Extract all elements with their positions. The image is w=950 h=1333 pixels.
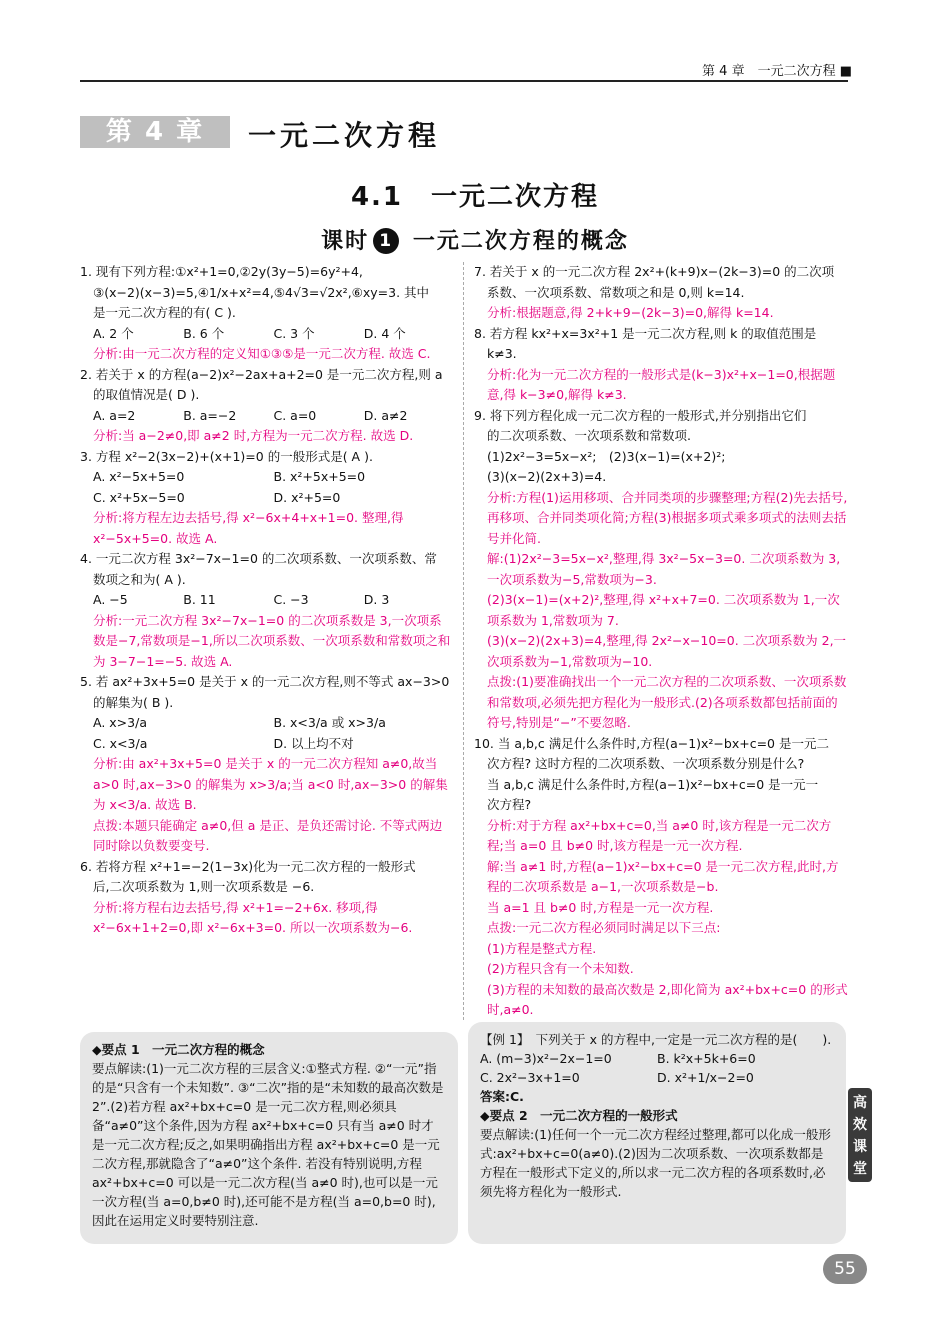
side-tab: 高效课堂: [848, 1088, 872, 1182]
right-column-line: 点拨:(1)要准确找出一个一元二次方程的二次项系数、一次项系数和常数项,必须先把方程化为一般形式.(2)各项系数都包括前面的符号,特别是“−”不要忽略.: [487, 674, 847, 730]
left-column-line: 分析:当 a−2≠0,即 a≠2 时,方程为一元二次方程. 故选 D.: [93, 428, 414, 443]
left-column-options: [80, 467, 454, 488]
option: D. 4 个: [363, 325, 406, 341]
right-column-line: 9. 将下列方程化成一元二次方程的一般形式,并分别指出它们: [474, 407, 807, 423]
right-column-line: 系数、一次项系数、常数项之和是 0,则 k=14.: [487, 284, 745, 300]
left-column-options: [80, 713, 454, 734]
right-column-line: 8. 若方程 kx²+x=3x²+1 是一元二次方程,则 k 的取值范围是: [474, 325, 817, 341]
key-point-1-line: ◆要点 1 一元二次方程的概念: [92, 1042, 265, 1057]
right-column-line: (3)方程的未知数的最高次数是 2,即化简为 ax²+bx+c=0 的形式时,a≠0.: [487, 981, 848, 1017]
left-column-line: 6. 若将方程 x²+1=−2(1−3x)化为一元二次方程的一般形式: [80, 858, 416, 874]
left-column-line: ③(x−2)(x−3)=5,④1/x+x²=4,⑤4√3=√2x²,⑥xy=3. 其中: [93, 284, 430, 300]
left-column-line: 的解集为( B ).: [93, 694, 174, 710]
left-column-line: 2. 若关于 x 的方程(a−2)x²−2ax+a+2=0 是一元二次方程,则 a: [80, 366, 443, 382]
option: D. x²+5=0: [273, 489, 341, 505]
option: A. −5: [93, 592, 128, 607]
right-column-line: 当 a,b,c 满足什么条件时,方程(a−1)x²−bx+c=0 是一元一: [487, 776, 819, 792]
key-point-2-text: 要点解读:(1)任何一个一元二次方程经过整理,都可以化成一般形式:ax²+bx+c=0(a≠0).(2)因为二次项系数、一次项系数都是方程在一般形式下定义的,所以求一元二次方程的各项系数时,必须先将方程化为一般形式.: [480, 1127, 831, 1199]
example-answer: 答案:C.: [480, 1089, 524, 1104]
right-column-line: (3)(x−2)(2x+3)=4.: [487, 469, 607, 484]
example-options-row-2: [480, 1068, 834, 1087]
left-column-line: 数项之和为( A ).: [93, 571, 186, 587]
option: C. 3 个: [273, 325, 315, 341]
left-column-options: [80, 488, 454, 509]
option: B. x²+5x+5=0: [273, 469, 366, 484]
left-column-line: 分析:一元二次方程 3x²−7x−1=0 的二次项系数是 3,一次项系数是−7,常数项是−1,所以二次项系数、一次项系数和常数项之和为 3−7−1=−5. 故选 A.: [93, 612, 451, 669]
option: A. x²−5x+5=0: [93, 469, 185, 484]
left-column-options: [80, 590, 454, 611]
option: D. 以上均不对: [273, 735, 354, 751]
section-title: 4.1 一元二次方程: [350, 182, 600, 212]
page-number: 55: [823, 1254, 867, 1284]
option: B. x<3/a 或 x>3/a: [273, 715, 386, 730]
left-column-line: 分析:由一元二次方程的定义知①③⑤是一元二次方程. 故选 C.: [93, 346, 431, 361]
right-column-line: 7. 若关于 x 的一元二次方程 2x²+(k+9)x−(2k−3)=0 的二次项: [474, 264, 835, 279]
left-column-line: 的取值情况是( D ).: [93, 387, 200, 402]
option: C. x<3/a: [93, 735, 148, 751]
option: C. a=0: [273, 407, 317, 423]
key-point-box-2: [468, 1022, 846, 1244]
option: B. a=−2: [183, 407, 237, 423]
right-column: [474, 262, 848, 1021]
left-column-line: 点拨:本题只能确定 a≠0,但 a 是正、是负还需讨论. 不等式两边同时除以负数要变号.: [93, 817, 443, 853]
example-option-d: D. x²+1/x−2=0: [657, 1070, 754, 1085]
example-question: 【例 1】 下列关于 x 的方程中,一定是一元二次方程的是( ).: [480, 1032, 832, 1047]
option: B. 6 个: [183, 325, 225, 341]
left-column-line: 分析:将方程右边去括号,得 x²+1=−2+6x. 移项,得 x²−6x+1+2=0,即 x²−6x+3=0. 所以一次项系数为−6.: [93, 899, 413, 935]
right-column-line: 10. 当 a,b,c 满足什么条件时,方程(a−1)x²−bx+c=0 是一元二: [474, 735, 829, 751]
right-column-line: 解:当 a≠1 时,方程(a−1)x²−bx+c=0 是一元二次方程,此时,方程的二次项系数是 a−1,一次项系数是−b.: [487, 858, 839, 894]
left-column-line: 分析:由 ax²+3x+5=0 是关于 x 的一元二次方程知 a≠0,故当 a>0 时,ax−3>0 的解集为 x>3/a;当 a<0 时,ax−3>0 的解集为 x<3/a. 故选 B.: [93, 756, 448, 812]
right-column-line: 分析:对于方程 ax²+bx+c=0,当 a≠0 时,该方程是一元二次方程;当 a=0 且 b≠0 时,该方程是一元一次方程.: [487, 817, 832, 853]
right-column-line: 次方程? 这时方程的二次项系数、一次项系数分别是什么?: [487, 756, 805, 771]
example-options-row-1: [480, 1049, 834, 1068]
left-column-line: 1. 现有下列方程:①x²+1=0,②2y(3y−5)=6y²+4,: [80, 264, 363, 279]
option: D. 3: [363, 592, 390, 607]
key-point-box-1: [80, 1032, 458, 1244]
chapter-title: 一元二次方程: [248, 119, 441, 152]
option: A. a=2: [93, 407, 136, 423]
option: B. 11: [183, 592, 216, 607]
left-column-line: 分析:将方程左边去括号,得 x²−6x+4+x+1=0. 整理,得 x²−5x+5=0. 故选 A.: [93, 510, 404, 546]
option: C. x²+5x−5=0: [93, 489, 185, 505]
right-column-line: 分析:根据题意,得 2+k+9−(2k−3)=0,解得 k=14.: [487, 305, 774, 320]
option: A. 2 个: [93, 325, 134, 341]
example-option-a: A. (m−3)x²−2x−1=0: [480, 1051, 612, 1066]
header-rule: [80, 80, 848, 82]
right-column-line: 点拨:一元二次方程必须同时满足以下三点:: [487, 920, 721, 935]
left-column-line: 5. 若 ax²+3x+5=0 是关于 x 的一元二次方程,则不等式 ax−3>0: [80, 674, 450, 689]
option: A. x>3/a: [93, 715, 147, 730]
right-column-line: (2)3(x−1)=(x+2)²,整理,得 x²+x+7=0. 二次项系数为 1,一次项系数为 1,常数项为 7.: [487, 592, 840, 628]
option: D. a≠2: [363, 407, 408, 423]
option: C. −3: [273, 592, 309, 607]
left-column-options: [80, 734, 454, 755]
right-column-line: 分析:化为一元二次方程的一般形式是(k−3)x²+x−1=0,根据题意,得 k−3≠0,解得 k≠3.: [487, 366, 836, 402]
lesson-name: 一元二次方程的概念: [412, 229, 629, 254]
key-point-2-title: ◆要点 2 一元二次方程的一般形式: [480, 1108, 678, 1123]
example-option-b: B. k²x+5k+6=0: [657, 1051, 756, 1066]
left-column: [80, 262, 454, 939]
chapter-label: 第 4 章: [80, 116, 230, 148]
left-column-line: 4. 一元二次方程 3x²−7x−1=0 的二次项系数、一次项系数、常: [80, 551, 437, 566]
left-column-line: 后,二次项系数为 1,则一次项系数是 −6.: [93, 879, 315, 894]
running-header: 第 4 章 一元二次方程 ■: [702, 64, 852, 79]
right-column-line: k≠3.: [487, 346, 517, 361]
lesson-title: [0, 224, 950, 255]
right-column-line: (1)方程是整式方程.: [487, 940, 597, 956]
left-column-line: 3. 方程 x²−2(3x−2)+(x+1)=0 的一般形式是( A ).: [80, 448, 373, 464]
right-column-line: 解:(1)2x²−3=5x−x²,整理,得 3x²−5x−3=0. 二次项系数为 3,一次项系数为−5,常数项为−3.: [487, 551, 841, 587]
lesson-number-badge: 1: [373, 228, 399, 254]
left-column-options: [80, 324, 454, 345]
right-column-line: 分析:方程(1)运用移项、合并同类项的步骤整理;方程(2)先去括号,再移项、合并同类项化简;方程(3)根据多项式乘多项式的法则去括号并化简.: [487, 489, 848, 546]
right-column-line: (2)方程只含有一个未知数.: [487, 961, 634, 976]
right-column-line: 当 a=1 且 b≠0 时,方程是一元一次方程.: [487, 899, 714, 915]
right-column-line: (1)2x²−3=5x−x²; (2)3(x−1)=(x+2)²;: [487, 448, 726, 464]
left-column-line: 是一元二次方程的有( C ).: [93, 305, 236, 320]
column-divider: [463, 262, 464, 1020]
left-column-options: [80, 406, 454, 427]
right-column-line: (3)(x−2)(2x+3)=4,整理,得 2x²−x−10=0. 二次项系数为 2,一次项系数为−1,常数项为−10.: [487, 633, 847, 669]
right-column-line: 次方程?: [487, 797, 532, 812]
right-column-line: 的二次项系数、一次项系数和常数项.: [487, 428, 691, 443]
lesson-prefix: 课时: [321, 229, 370, 254]
example-option-c: C. 2x²−3x+1=0: [480, 1070, 580, 1085]
key-point-1-line: 要点解读:(1)一元二次方程的三层含义:①整式方程. ②“一元”指的是“只含有一个未知数”. ③“二次”指的是“未知数的最高次数是 2”.(2)若方程 ax²+bx+c=0 是一元二次方程,则必须具备“a≠0”这个条件,因为方程 ax²+bx+c=0 只有当 a≠0 时才是一元二次方程;反之,如果明确指出方程 ax²+bx+c=0 是一元二次方程,那就隐含了“a≠0”这个条件. 若没有特别说明,方程 ax²+bx+c=0 可以是一元二次方程(当 a≠0 时),也可以是一元一次方程(当 a=0,b≠0 时),还可能不是方程(当 a=0,b=0 时),因此在运用定义时要特别注意.: [92, 1061, 444, 1228]
